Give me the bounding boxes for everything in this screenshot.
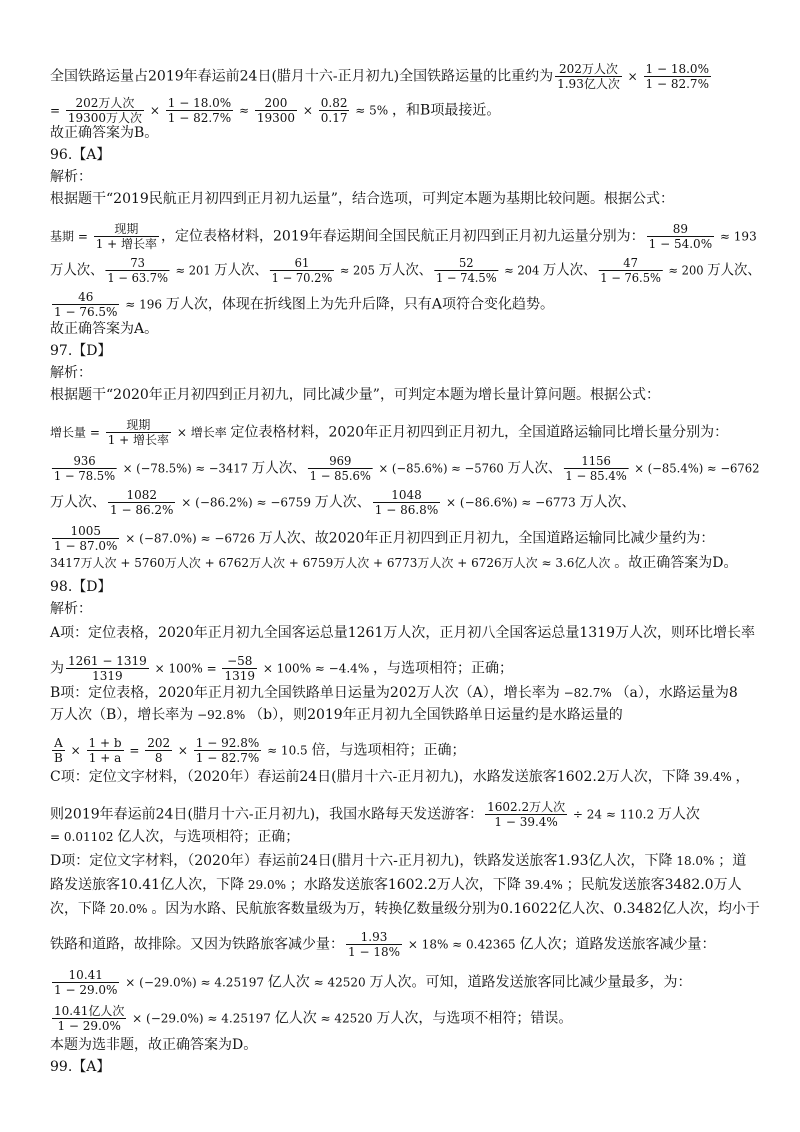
math-expression: 39.4% [689,770,736,784]
math-expression: × (−78.5%) ≈ −3417 [119,461,252,476]
math-expression: × (−85.4%) ≈ −6762 [630,461,760,476]
fraction-numerator: 1156 [563,454,628,469]
text-run: C项：定位文字材料，（2020年）春运前24日(腊月十六-正月初九)，水路发送旅客1602.2万人次，下降 [50,769,690,785]
text-run: （b），则2019年正月初九全国铁路单日运量约是水路运量的 [249,707,623,723]
fraction [166,96,233,125]
fraction-numerator: 1005 [52,524,119,539]
math-expression: × 18% ≈ 0.42365 [404,937,520,952]
text-line [50,418,728,447]
fraction-numerator: 1082 [108,488,175,503]
math-expression: × [174,743,192,758]
math-expression: 3417万人次 + 5760万人次 + 6762万人次 + 6759万人次 + 6773万人次 + 6726万人次 ≈ 3.6亿人次 [50,556,615,570]
math-expression: 39.4% [520,878,567,892]
math-expression: × 增长率 [173,425,231,440]
fraction [319,96,350,125]
text-line [50,342,112,360]
text-line [50,386,660,404]
math-expression: ≈ 204 [500,263,543,278]
math-expression: × 100% = [150,661,221,676]
text-run: 万人次，与选项不相符；错误。 [376,1010,573,1027]
fraction-numerator: 73 [105,256,169,271]
fraction [94,222,159,251]
fraction [52,1004,126,1033]
text-run: 。因为水路、民航旅客数量级为万，转换亿数量级分别为0.16022亿人次、0.3482亿人次，均小于 [151,901,760,917]
text-run: 万人次、 [507,460,562,477]
text-line [50,488,636,517]
text-line [50,62,713,91]
text-run: B项：定位表格，2020年正月初九全国铁路单日运量为202万人次（A），增长率为 [50,685,560,701]
math-expression: 29.0% [244,878,290,892]
text-line [50,1036,257,1054]
fraction-denominator: 1319 [92,669,123,683]
text-line [50,1004,572,1033]
fraction [644,62,711,91]
fraction [563,454,628,483]
fraction [105,256,169,285]
math-expression: 20.0% [105,902,152,916]
text-run: 万人次、 [314,494,371,511]
text-line [50,930,715,959]
text-run: 万人次、 [251,460,306,477]
text-run: 铁路和道路，故排除。又因为铁路旅客减少量： [50,936,344,953]
text-line [50,624,755,642]
text-line [50,554,737,572]
math-expression: = [50,103,64,118]
math-expression: 基期 = [50,229,92,244]
fraction-numerator: 202万人次 [555,62,622,77]
math-expression: × (−29.0%) ≈ 4.25197 [128,1011,275,1026]
fraction-numerator: 1 − 18.0% [645,62,709,76]
math-expression: × [146,103,164,118]
text-run: 亿人次 [267,974,310,991]
fraction-denominator: 0.17 [320,111,348,125]
text-run: 根据题干“2019民航正月初四到正月初九运量”，结合选项，可判定本题为基期比较问题。根据公式： [50,191,674,207]
fraction-numerator: 1 − 92.8% [195,736,260,750]
fraction-numerator: 46 [52,290,119,305]
text-run: 路发送旅客10.41亿人次，下降 [50,877,245,893]
fraction-denominator: 1 − 82.7% [167,111,232,125]
fraction-denominator: 1 − 39.4% [494,815,558,829]
fraction-denominator: 8 [154,751,163,765]
fraction-denominator: 1 + 增长率 [95,237,158,251]
text-run: 故正确答案为B。 [50,125,159,141]
fraction [434,256,498,285]
math-expression: ≈ 5% [351,103,393,118]
text-line [50,190,674,208]
math-expression: −82.7% [559,686,616,700]
math-expression: × (−86.6%) ≈ −6773 [442,495,580,510]
fraction [555,62,622,91]
math-expression: = [125,743,144,758]
fraction [66,96,144,125]
fraction-numerator: 47 [598,256,662,271]
math-expression: × (−87.0%) ≈ −6726 [121,531,259,546]
fraction-numerator: 1.93 [346,930,402,945]
text-line [50,900,760,918]
fraction-denominator: 1 − 29.0% [57,1019,121,1033]
text-run: 。故正确答案为D。 [614,555,738,571]
fraction-numerator: 89 [647,222,714,237]
text-line [50,1058,110,1076]
text-run: 万人次（B），增长率为 [50,707,194,723]
fraction-denominator: 1 − 76.5% [54,305,118,319]
fraction [52,290,119,319]
fraction-denominator: 1 − 86.2% [110,503,174,517]
text-line [50,222,757,251]
text-run: 为 [50,660,64,677]
fraction [647,222,714,251]
text-run: ；水路发送旅客1602.2万人次，下降 [289,877,521,893]
fraction-denominator: B [54,751,63,765]
text-run: （a），水路运量为8 [615,685,738,701]
text-line [50,600,92,618]
math-expression: × (−29.0%) ≈ 4.25197 [121,975,268,990]
fraction-numerator: 1602.2万人次 [487,800,566,814]
fraction [52,524,119,553]
math-expression: × [299,103,317,118]
fraction-numerator: 现期 [106,418,171,433]
fraction-numerator: 1 − 18.0% [167,96,232,110]
text-run: ，定位表格材料，2019年春运期间全国民航正月初四到正月初九运量分别为： [161,228,645,245]
math-expression: ≈ 42520 [309,975,370,990]
fraction [222,654,257,683]
text-run: 解析： [50,169,92,185]
text-line [50,578,112,596]
text-run: 99.【A】 [50,1059,111,1075]
math-expression: −92.8% [193,708,250,722]
fraction-denominator: 1 − 70.2% [271,271,333,285]
fraction-numerator: 0.82 [320,96,348,110]
text-run: 万人次、 [579,494,636,511]
fraction-numerator: 202万人次 [66,96,144,111]
math-expression: × [66,743,85,758]
fraction-denominator: 1 − 78.5% [53,469,116,483]
text-line [50,146,110,164]
text-run: ，与选项相符；正确； [373,660,514,677]
math-expression: ≈ 205 [336,263,379,278]
text-line [50,168,92,186]
fraction-denominator: 1 − 76.5% [600,271,661,285]
text-line [50,454,760,483]
math-expression: ≈ 10.5 [263,743,312,758]
text-run: 定位表格材料，2020年正月初四到正月初九，全国道路运输同比增长量分别为： [230,424,729,441]
math-expression: ≈ [235,103,253,118]
text-run: 倍，与选项相符；正确； [311,742,466,759]
text-line [50,290,554,319]
math-expression: 18.0% [672,854,719,868]
fraction-denominator: 1 + 增长率 [107,433,170,447]
fraction [598,256,662,285]
fraction [52,968,119,997]
text-run: D项：定位文字材料，（2020年）春运前24日(腊月十六-正月初九)，铁路发送旅客1.93亿人次，下降 [50,853,673,869]
text-line [50,684,738,702]
fraction-denominator: 1 − 82.7% [195,751,260,765]
fraction-denominator: 1 − 85.6% [309,469,371,483]
text-line [50,654,513,683]
math-expression: × (−86.2%) ≈ −6759 [177,495,315,510]
text-run: ， [735,769,750,785]
math-expression: ≈ 201 [171,263,215,278]
fraction-denominator: 1 − 85.4% [565,469,627,483]
fraction-numerator: 202 [147,736,171,750]
fraction-numerator: 200 [255,96,297,111]
fraction-numerator: 10.41亿人次 [54,1004,125,1018]
text-run: 万人次。可知，道路发送旅客同比减少量最多，为： [369,974,692,991]
math-expression: × [623,69,642,84]
fraction-numerator: 10.41 [52,968,119,983]
text-run: 次，下降 [50,901,106,917]
text-run: 解析： [50,365,92,381]
text-line [50,968,691,997]
text-run: 亿人次 [274,1010,317,1027]
text-run: 解析： [50,601,92,617]
text-line [50,124,158,142]
fraction [66,654,149,683]
text-run: 万人次、 [50,262,104,279]
text-run: 万人次、 [214,262,268,279]
text-run: 万人次、 [707,262,761,279]
fraction-numerator: −58 [222,654,257,669]
fraction-denominator: 1 + a [88,751,122,765]
text-run: 万人次、 [378,262,433,279]
text-run: 97.【D】 [50,343,112,359]
fraction-denominator: 1 − 54.0% [648,237,713,251]
fraction [106,418,171,447]
fraction-denominator: 19300万人次 [67,111,143,125]
fraction-numerator: 969 [308,454,373,469]
fraction-numerator: 1 + b [88,736,122,750]
text-run: 96.【A】 [50,147,111,163]
fraction-denominator: 1319 [224,669,255,683]
fraction-denominator: 1 − 86.8% [374,503,439,517]
text-run: 万人次、故2020年正月初四到正月初九，全国道路运输同比减少量约为： [258,530,715,547]
text-run: ；道 [718,853,747,869]
math-expression: ÷ 24 ≈ 110.2 [569,807,658,822]
fraction [52,736,65,765]
fraction-denominator: 1 − 63.7% [107,271,169,285]
math-expression: = 0.01102 [50,830,118,844]
text-run: 万人次、 [542,262,597,279]
text-run: 亿人次；道路发送旅客减少量： [519,936,716,953]
fraction [194,736,261,765]
math-expression: 增长量 = [50,425,104,440]
fraction-numerator: 现期 [94,222,159,237]
math-expression: ≈ 42520 [316,1011,377,1026]
text-run: 万人次 [657,806,700,823]
fraction-denominator: 1 − 82.7% [645,77,709,91]
math-expression: × (−85.6%) ≈ −5760 [374,461,508,476]
text-run: 万人次，体现在折线图上为先升后降，只有A项符合变化趋势。 [165,296,554,313]
fraction [87,736,124,765]
fraction [255,96,297,125]
fraction [145,736,172,765]
text-line [50,852,746,870]
text-run: A项：定位表格，2020年正月初九全国客运总量1261万人次，正月初八全国客运总量1319万人次，则环比增长率 [50,625,755,641]
text-line [50,320,158,338]
text-run: 全国铁路运量占2019年春运前24日(腊月十六-正月初九)全国铁路运量的比重约为 [50,68,554,85]
text-run: 则2019年春运前24日(腊月十六-正月初九)，我国水路每天发送游客： [50,806,484,823]
text-line [50,256,761,285]
fraction-numerator: 1048 [373,488,440,503]
fraction-denominator: 1 − 74.5% [435,271,497,285]
fraction-denominator: 1 − 87.0% [54,539,118,553]
fraction [485,800,567,829]
fraction-numerator: 936 [52,454,117,469]
text-line [50,706,623,724]
fraction-denominator: 1 − 29.0% [54,983,118,997]
fraction-numerator: 52 [434,256,498,271]
text-line [50,768,750,786]
fraction-denominator: 1.93亿人次 [557,77,620,91]
text-run: ，和B项最接近。 [392,102,501,119]
fraction [346,930,402,959]
fraction-denominator: 1 − 18% [348,945,400,959]
fraction-denominator: 19300 [256,111,296,125]
text-run: 根据题干“2020年正月初四到正月初九，同比减少量”，可判定本题为增长量计算问题。根据公式： [50,387,660,403]
text-line [50,364,92,382]
text-line [50,800,700,829]
math-expression: ≈ 196 [121,297,166,312]
text-run: 故正确答案为A。 [50,321,159,337]
text-line [50,736,465,765]
math-expression: ≈ 193 [716,229,757,244]
fraction [373,488,440,517]
math-expression: ≈ 200 [664,263,708,278]
text-run: 本题为选非题，故正确答案为D。 [50,1037,258,1053]
text-line [50,96,500,125]
text-line [50,876,742,894]
fraction [52,454,117,483]
text-run: ；民航发送旅客3482.0万人 [566,877,742,893]
text-run: 98.【D】 [50,579,112,595]
fraction [108,488,175,517]
text-line [50,828,299,846]
fraction-numerator: 1261 − 1319 [68,654,147,668]
text-run: 亿人次，与选项相符；正确； [117,829,300,845]
text-line [50,524,714,553]
text-run: 万人次、 [50,494,106,511]
fraction-numerator: A [52,736,65,751]
fraction [308,454,373,483]
fraction [270,256,334,285]
math-expression: × 100% ≈ −4.4% [259,661,374,676]
fraction-numerator: 61 [270,256,334,271]
